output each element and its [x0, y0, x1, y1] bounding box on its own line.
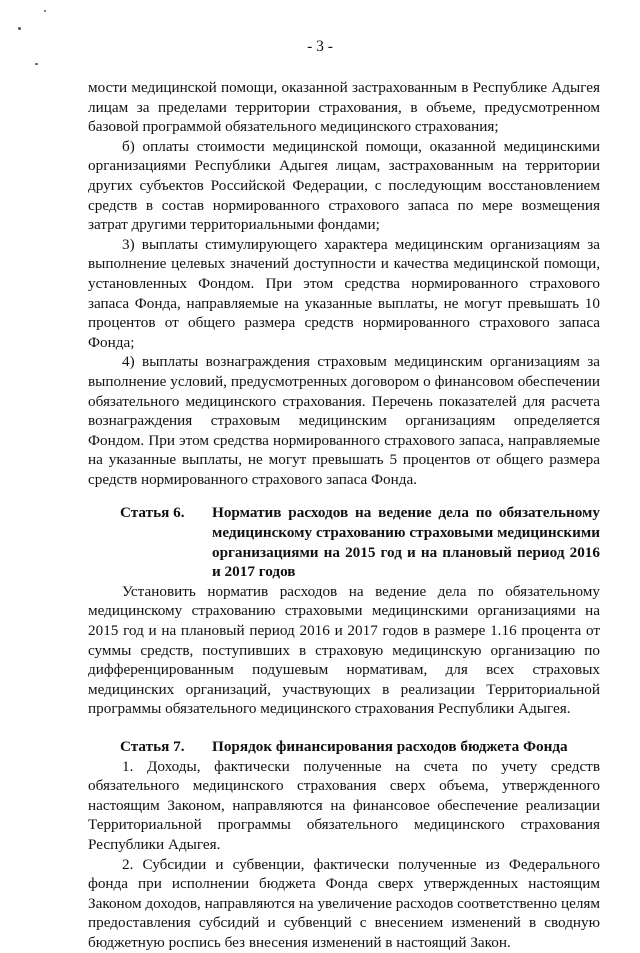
- scan-speck: [35, 63, 38, 65]
- paragraph-item-3: 3) выплаты стимулирующего характера медицинским организациям за выполнение целевых значений доступности и качества медицинской помощи, установленных Фондом. При этом средства нормированного страхового запаса Фонда, направляемые на указанные выплаты, не могут превышать 10 процентов от общего размера средств нормированного страхового запаса Фонда;: [88, 235, 600, 351]
- paragraph-item-b: б) оплаты стоимости медицинской помощи, оказанной медицинскими организациями Республики Адыгея лицам, застрахованным на территории других субъектов Российской Федерации, с последующим восстановлением средств в состав нормированного страхового запаса по мере возмещения затрат другими территориальными фондами;: [88, 137, 600, 234]
- paragraph-item-4: 4) выплаты вознаграждения страховым медицинским организациям за выполнение условий, предусмотренных договором о финансовом обеспечении обязательного медицинского страхования. Перечень показателей для расчета вознаграждения страховым медицинским организациям определяется Фондом. При этом средства нормированного страхового запаса, направляемые на указанные выплаты, не могут превышать 5 процентов от общего размера средств нормированного страхового запаса Фонда.: [88, 353, 600, 488]
- scan-speck: [44, 10, 46, 12]
- scan-speck: [18, 27, 21, 30]
- article-7-title: Порядок финансирования расходов бюджета Фонда: [212, 738, 568, 755]
- article-6-heading: [88, 503, 600, 581]
- page-number: - 3 -: [307, 38, 333, 55]
- article-7-paragraph-1: 1. Доходы, фактически полученные на счета по учету средств обязательного медицинского страхования сверх объема, утвержденного настоящим Законом, направляются на финансовое обеспечение реализации Территориальной программы обязательного медицинского страхования Республики Адыгея.: [88, 757, 600, 853]
- document-body: [88, 78, 600, 953]
- paragraph-continuation: мости медицинской помощи, оказанной застрахованным в Республике Адыгея лицам за пределами территории страхования, в объеме, предусмотренном базовой программой обязательного медицинского страхования;: [88, 79, 600, 136]
- article-6-title: Норматив расходов на ведение дела по обязательному медицинскому страхованию страховыми медицинскими организациями на 2015 год и на плановый период 2016 и 2017 годов: [212, 504, 600, 581]
- article-6-number: Статья 6.: [120, 504, 185, 522]
- article-7-number: Статья 7.: [120, 738, 185, 755]
- article-6-text: Установить норматив расходов на ведение дела по обязательному медицинскому страхованию страховыми медицинскими организациями на 2015 год и на плановый период 2016 и 2017 годов в размере 1.16 процента от суммы средств, поступивших в страховую медицинскую организацию по дифференцированным подушевым нормативам, для всех страховых медицинских организаций, участвующих в реализации Территориальной программы обязательного медицинского страхования Республики Адыгея.: [88, 582, 600, 718]
- article-7-heading: [88, 737, 600, 757]
- article-7-paragraph-2: 2. Субсидии и субвенции, фактически полученные из Федерального фонда при исполнении бюджета Фонда сверх утвержденных настоящим Законом доходов, направляются на увеличение расходов соответственно целям предоставления субсидий и субвенций с внесением изменений в сводную бюджетную роспись без внесения изменений в настоящий Закон.: [88, 855, 600, 951]
